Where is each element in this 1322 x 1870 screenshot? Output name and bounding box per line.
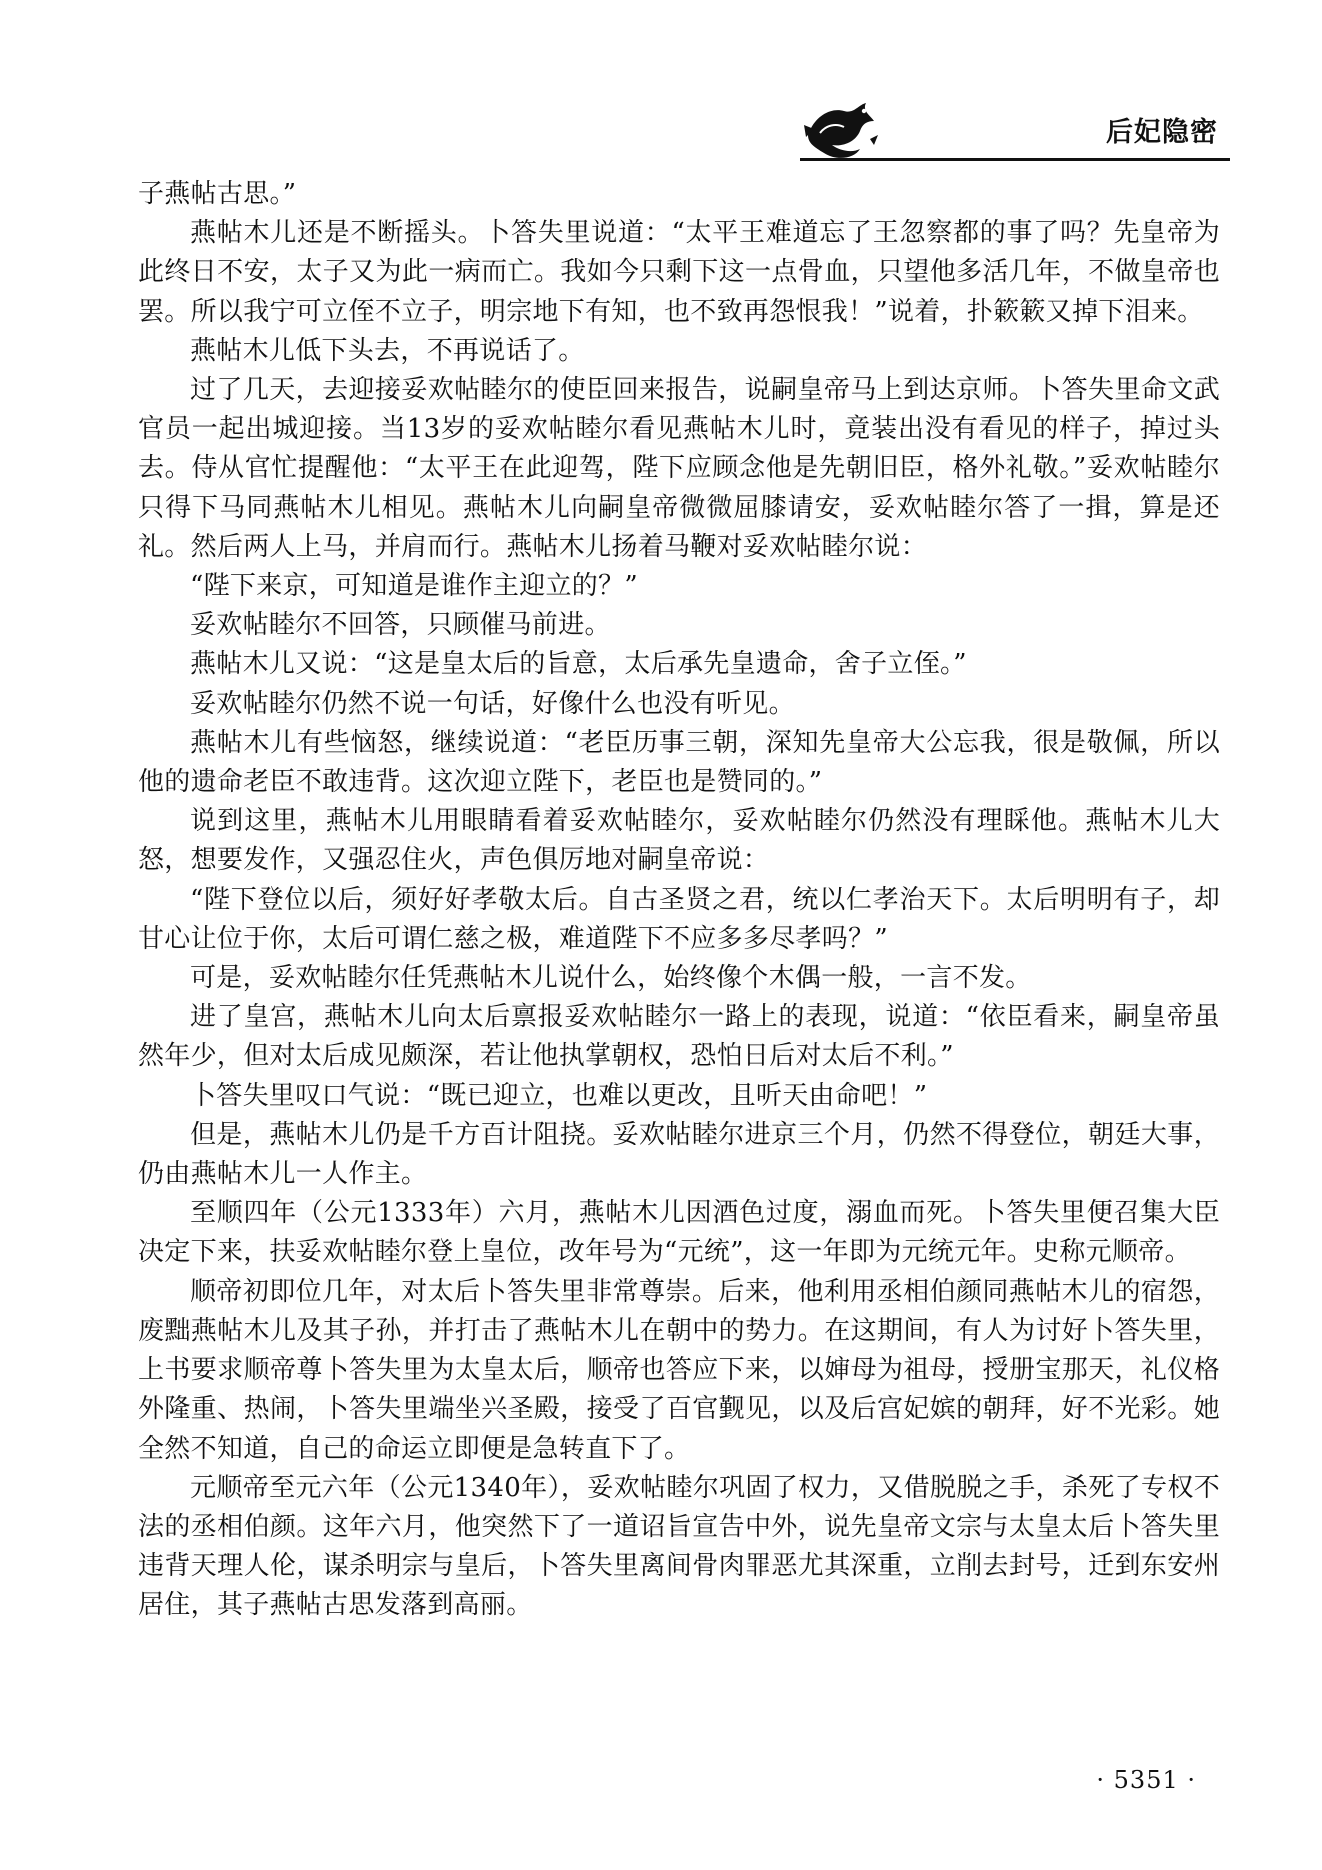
paragraph: 进了皇宫，燕帖木儿向太后禀报妥欢帖睦尔一路上的表现，说道：“依臣看来，嗣皇帝虽然年少，但对太后成见颇深，若让他执掌朝权，恐怕日后对太后不利。” [138, 1002, 1220, 1072]
page-header [0, 0, 1322, 175]
paragraph: 元顺帝至元六年（公元1340年），妥欢帖睦尔巩固了权力，又借脱脱之手，杀死了专权不法的丞相伯颜。这年六月，他突然下了一道诏旨宣告中外，说先皇帝文宗与太皇太后卜答失里违背天理人伦，谋杀明宗与皇后，卜答失里离间骨肉罪恶尤其深重，立削去封号，迁到东安州居住，其子燕帖古思发落到高丽。 [138, 1472, 1220, 1621]
paragraph: 过了几天，去迎接妥欢帖睦尔的使臣回来报告，说嗣皇帝马上到达京师。卜答失里命文武官员一起出城迎接。当13岁的妥欢帖睦尔看见燕帖木儿时，竟装出没有看见的样子，掉过头去。侍从官忙提醒他：“太平王在此迎驾，陛下应顾念他是先朝旧臣，格外礼敬。”妥欢帖睦尔只得下马同燕帖木儿相见。燕帖木儿向嗣皇帝微微屈膝请安，妥欢帖睦尔答了一揖，算是还礼。然后两人上马，并肩而行。燕帖木儿扬着马鞭对妥欢帖睦尔说： [138, 375, 1220, 562]
dragon-emblem-icon [800, 95, 880, 165]
paragraph: 可是，妥欢帖睦尔任凭燕帖木儿说什么，始终像个木偶一般，一言不发。 [190, 963, 1032, 994]
paragraph: 子燕帖古思。” [138, 179, 297, 209]
paragraph: 至顺四年（公元1333年）六月，燕帖木儿因酒色过度，溺血而死。卜答失里便召集大臣决定下来，扶妥欢帖睦尔登上皇位，改年号为“元统”，这一年即为元统元年。史称元顺帝。 [138, 1198, 1220, 1268]
paragraph: 但是，燕帖木儿仍是千方百计阻挠。妥欢帖睦尔进京三个月，仍然不得登位，朝廷大事，仍由燕帖木儿一人作主。 [138, 1119, 1220, 1190]
page-number: · 5351 · [1096, 1766, 1196, 1794]
paragraph: 燕帖木儿低下头去，不再说话了。 [190, 335, 585, 366]
paragraph: 卜答失里叹口气说：“既已迎立，也难以更改，且听天由命吧！” [190, 1080, 928, 1111]
header-rule [800, 158, 1230, 161]
running-header-title: 后妃隐密 [1106, 117, 1218, 148]
paragraph: 燕帖木儿有些恼怒，继续说道：“老臣历事三朝，深知先皇帝大公忘我，很是敬佩，所以他的遗命老臣不敢违背。这次迎立陛下，老臣也是赞同的。” [138, 727, 1220, 798]
paragraph: 顺帝初即位几年，对太后卜答失里非常尊崇。后来，他利用丞相伯颜同燕帖木儿的宿怨，废黜燕帖木儿及其子孙，并打击了燕帖木儿在朝中的势力。在这期间，有人为讨好卜答失里，上书要求顺帝尊卜答失里为太皇太后，顺帝也答应下来，以婶母为祖母，授册宝那天，礼仪格外隆重、热闹，卜答失里端坐兴圣殿，接受了百官觐见，以及后宫妃嫔的朝拜，好不光彩。她全然不知道，自己的命运立即便是急转直下了。 [138, 1276, 1220, 1464]
paragraph: 燕帖木儿又说：“这是皇太后的旨意，太后承先皇遗命，舍子立侄。” [190, 649, 967, 680]
paragraph: 妥欢帖睦尔仍然不说一句话，好像什么也没有听见。 [190, 688, 795, 719]
body-text [138, 175, 1220, 1626]
paragraph: 说到这里，燕帖木儿用眼睛看着妥欢帖睦尔，妥欢帖睦尔仍然没有理睬他。燕帖木儿大怒，想要发作，又强忍住火，声色俱厉地对嗣皇帝说： [138, 806, 1220, 876]
paragraph: 妥欢帖睦尔不回答，只顾催马前进。 [190, 610, 611, 641]
paragraph: “陛下来京，可知道是谁作主迎立的？” [190, 571, 638, 602]
paragraph: 燕帖木儿还是不断摇头。卜答失里说道：“太平王难道忘了王忽察都的事了吗？先皇帝为此终日不安，太子又为此一病而亡。我如今只剩下这一点骨血，只望他多活几年，不做皇帝也罢。所以我宁可立侄不立子，明宗地下有知，也不致再怨恨我！”说着，扑簌簌又掉下泪来。 [138, 218, 1220, 327]
paragraph: “陛下登位以后，须好好孝敬太后。自古圣贤之君，统以仁孝治天下。太后明明有子，却甘心让位于你，太后可谓仁慈之极，难道陛下不应多多尽孝吗？” [138, 884, 1220, 954]
